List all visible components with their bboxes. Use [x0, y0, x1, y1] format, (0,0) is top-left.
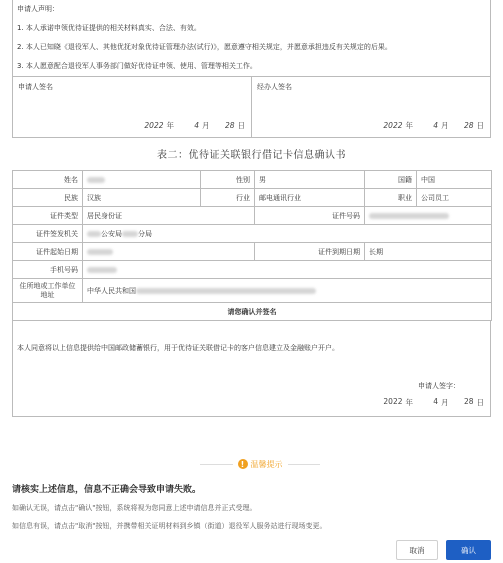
table-row [13, 189, 492, 207]
consent-block [12, 321, 491, 417]
occupation-value: 公司员工 [417, 189, 492, 207]
industry-value: 邮电通讯行业 [255, 189, 365, 207]
date-month-unit: 月 [202, 120, 210, 130]
redacted-value [87, 177, 105, 183]
handler-sign-label: 经办人签名 [257, 83, 292, 91]
date-year: 2022 [383, 120, 403, 130]
issuer-suffix: 分局 [138, 229, 152, 238]
name-value [83, 171, 201, 189]
applicant-signature-cell [13, 77, 251, 137]
address-value [83, 279, 492, 303]
phone-label: 手机号码 [13, 261, 83, 279]
redacted-value [87, 249, 113, 255]
signature-row [13, 76, 490, 137]
warning-icon: ! [238, 459, 248, 469]
phone-value [83, 261, 492, 279]
redacted-value [369, 213, 449, 219]
tips-title [233, 459, 288, 470]
date-day-unit: 日 [237, 120, 245, 130]
divider-line [200, 464, 233, 465]
confirm-heading: 请您确认并签名 [13, 303, 492, 321]
id-type-label: 证件类型 [13, 207, 83, 225]
table-row [13, 225, 492, 243]
issuer-label: 证件签发机关 [13, 225, 83, 243]
date-year-unit: 年 [405, 398, 413, 407]
declaration-item-2: 2. 本人已知晓《退役军人、其他优抚对象优待证管理办法(试行)》，愿意遵守相关规定，并愿意承担违反有关规定的后果。 [17, 43, 392, 51]
declaration-block [12, 0, 491, 138]
declaration-title: 申请人声明： [17, 5, 59, 13]
table-row [13, 171, 492, 189]
id-number-label: 证件号码 [255, 207, 365, 225]
table-row [13, 279, 492, 303]
table-title: 表二：优待证关联银行借记卡信息确认书 [157, 150, 346, 161]
redacted-value [136, 288, 316, 294]
gender-value: 男 [255, 171, 365, 189]
date-month: 4 [433, 397, 438, 406]
applicant-sign-date [141, 122, 245, 130]
date-month: 4 [194, 120, 199, 130]
date-day: 28 [463, 120, 474, 130]
table-row [13, 243, 492, 261]
table-row [13, 261, 492, 279]
tip-line-confirm: 如确认无误，请点击"确认"按钮，系统将视为您同意上述申请信息并正式受理。 [12, 504, 257, 512]
cancel-button[interactable]: 取消 [396, 540, 438, 560]
tips-divider [200, 458, 320, 470]
nationality-value: 中国 [417, 171, 492, 189]
redacted-value [122, 231, 138, 237]
applicant-sign-label: 申请人签字： [418, 382, 460, 390]
redacted-value [87, 267, 117, 273]
name-label: 姓名 [13, 171, 83, 189]
consent-date [380, 397, 484, 408]
date-year-unit: 年 [166, 120, 174, 130]
table-row [13, 207, 492, 225]
start-date-value [83, 243, 255, 261]
info-table [12, 170, 492, 321]
date-month-unit: 月 [441, 120, 449, 130]
end-date-value: 长期 [365, 243, 492, 261]
redacted-value [87, 231, 101, 237]
date-month: 4 [433, 120, 438, 130]
nationality-label: 国籍 [365, 171, 417, 189]
tips-title-text: 温馨提示 [250, 459, 283, 469]
gender-label: 性别 [201, 171, 255, 189]
handler-signature-cell [251, 77, 490, 137]
tip-line-cancel: 如信息有误，请点击"取消"按钮，并携带相关证明材料到乡镇（街道）退役军人服务站进行现场变更。 [12, 522, 327, 530]
issuer-text: 公安局 [101, 229, 122, 238]
id-type-value: 居民身份证 [83, 207, 255, 225]
address-text: 中华人民共和国 [87, 286, 136, 295]
applicant-sign-label: 申请人签名 [18, 83, 53, 91]
date-day-unit: 日 [476, 120, 484, 130]
start-date-label: 证件起始日期 [13, 243, 83, 261]
date-year: 2022 [144, 120, 164, 130]
handler-sign-date [380, 122, 484, 130]
ethnicity-value: 汉族 [83, 189, 201, 207]
end-date-label: 证件到期日期 [255, 243, 365, 261]
date-day: 28 [224, 120, 235, 130]
address-label: 住所地或工作单位地址 [13, 279, 83, 303]
divider-line [288, 464, 321, 465]
confirmation-document [12, 0, 491, 417]
confirm-button[interactable]: 确认 [446, 540, 491, 560]
consent-text: 本人同意将以上信息提供给中国邮政储蓄银行，用于优待证关联借记卡的客户信息建立及金融账户开户。 [17, 344, 339, 352]
date-year-unit: 年 [405, 120, 413, 130]
date-day-unit: 日 [476, 398, 484, 407]
industry-label: 行业 [201, 189, 255, 207]
declaration-item-1: 1. 本人承诺申领优待证提供的相关材料真实、合法、有效。 [17, 24, 201, 32]
date-day: 28 [463, 397, 474, 406]
date-year: 2022 [383, 397, 403, 406]
table-row [13, 303, 492, 321]
issuer-value [83, 225, 492, 243]
id-number-value [365, 207, 492, 225]
occupation-label: 职业 [365, 189, 417, 207]
date-month-unit: 月 [441, 398, 449, 407]
declaration-item-3: 3. 本人愿意配合退役军人事务部门做好优待证申领、使用、管理等相关工作。 [17, 62, 257, 70]
ethnicity-label: 民族 [13, 189, 83, 207]
tip-heading: 请核实上述信息，信息不正确会导致申请失败。 [12, 485, 202, 495]
